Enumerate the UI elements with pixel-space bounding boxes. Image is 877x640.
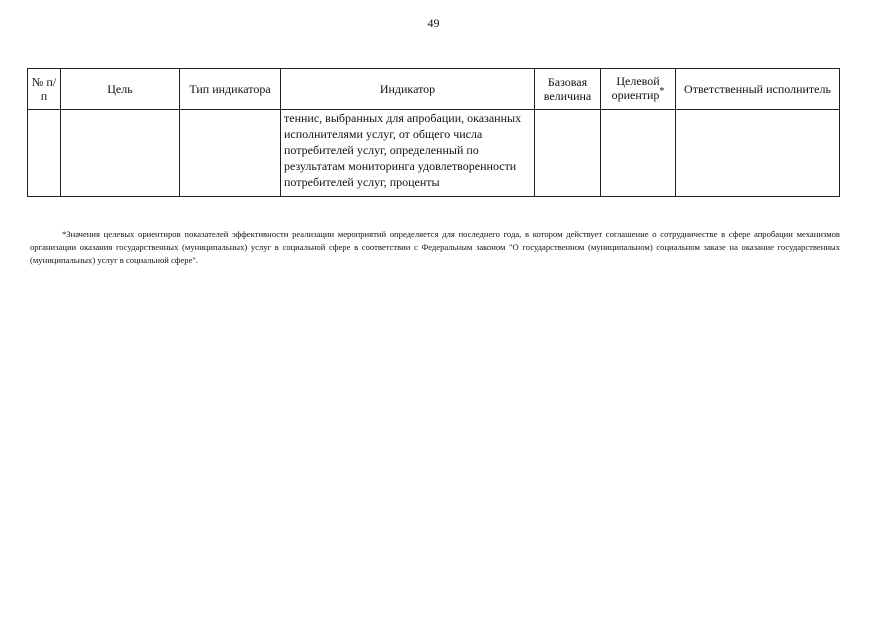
cell-base-value xyxy=(535,110,601,197)
indicators-table xyxy=(27,68,840,197)
header-responsible: Ответственный исполнитель xyxy=(676,69,840,110)
page-number: 49 xyxy=(427,16,440,30)
table-header-row xyxy=(28,69,840,110)
table-row xyxy=(28,110,840,197)
cell-goal xyxy=(61,110,180,197)
cell-indicator: теннис, выбранных для апробации, оказанных исполнителями услуг, от общего числа потребителей услуг, определенный по результатам мониторинга удовлетворенности потребителей услуг, проценты xyxy=(281,110,535,197)
header-indicator: Индикатор xyxy=(281,69,535,110)
header-goal: Цель xyxy=(61,69,180,110)
cell-num xyxy=(28,110,61,197)
footnote-mark: * xyxy=(659,86,665,97)
cell-responsible xyxy=(676,110,840,197)
footnote xyxy=(30,228,840,267)
header-target xyxy=(601,69,676,110)
header-target-label: Целевой ориентир xyxy=(611,74,660,102)
header-num: № п/п xyxy=(28,69,61,110)
header-base-value: Базовая величина xyxy=(535,69,601,110)
footnote-text: *Значения целевых ориентиров показателей эффективности реализации мероприятий определяется для последнего года, в котором действует соглашение о сотрудничестве в сфере апробации механизмов организации оказания государственных (муниципальных) услуг в социальной сфере в соответствии с Федеральным законом "О государственном (муниципальном) социальном заказе на оказание государственных (муниципальных) услуг в социальной сфере". xyxy=(30,229,840,265)
cell-indicator-type xyxy=(180,110,281,197)
cell-target xyxy=(601,110,676,197)
header-indicator-type: Тип индикатора xyxy=(180,69,281,110)
